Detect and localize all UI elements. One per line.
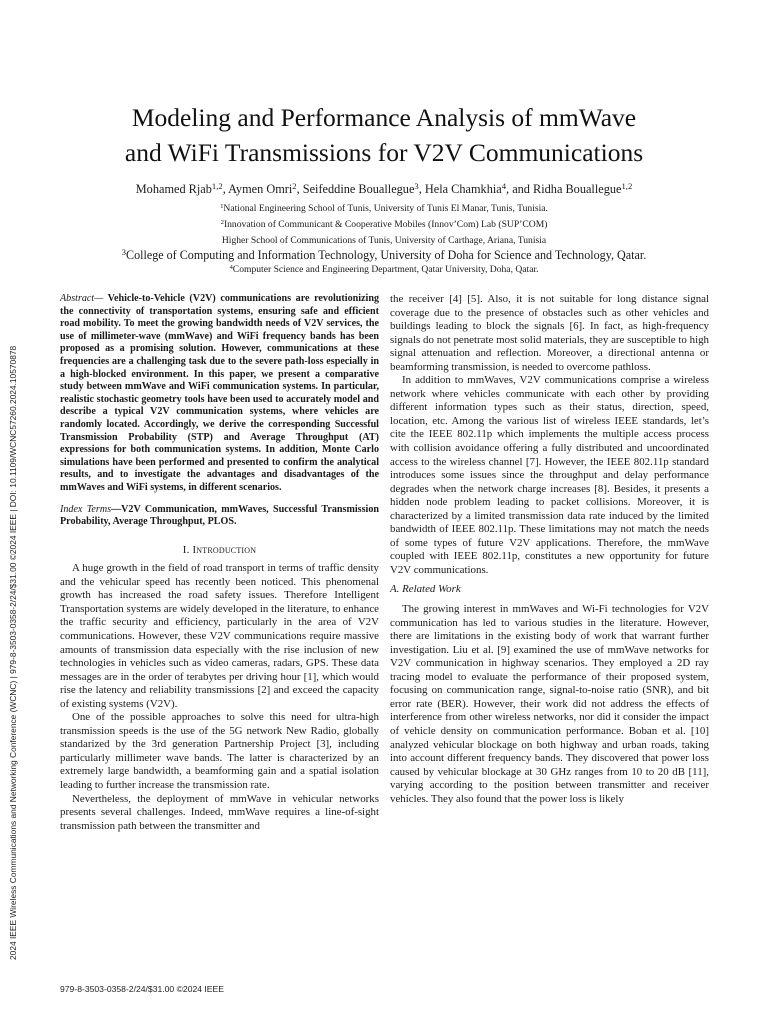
paragraph: The growing interest in mmWaves and Wi-Fi technologies for V2V communication has led to various studies in the literature. However, there are limitations in the existing body of work that warrant further investigation. Liu et al. [9] examined the use of mmWave networks for V2V communication in highway scenarios. They employed a 2D ray tracing model to evaluate the performance of their proposed system, focusing on communication range, signal-to-noise ratio (SNR), and bit error rate (BER). However, their work did not address the effects of interference from other wireless networks, nor did it consider the impact of vehicle density on communication performance. Boban et al. [10] analyzed vehicular blockage on both highway and urban roads, taking into account different frequency bands. They discovered that power loss caused by vehicular blockage at 30 GHz ranges from 10 to 20 dB [11], varying according to the position between transmitter and receiver vehicles. They also found that the power loss is likely — [390, 603, 709, 805]
abstract: Abstract— Vehicle-to-Vehicle (V2V) communications are revolutionizing the connectivity of transportation systems, ensuring safe and efficient road mobility. To meet the growing bandwidth needs of V2V services, the use of millimeter-wave (mmWave) and WiFi frequency bands has been proposed as a promising solution. However, communications at these frequencies are a challenging task due to the severe path-loss especially in a high-blocked environment. In this paper, we present a comparative study between mmWave and WiFi communication systems. In particular, realistic stochastic geometry tools have been used to accurately model and describe a typical V2V communication systems, where vehicles are randomly located. Accordingly, we derive the corresponding Successful Transmission Probability (STP) and Average Throughput (AT) expressions for both communication systems. In addition, Monte Carlo simulations have been performed and presented to confirm the analytical results, and to investigate the advantages and disadvantages of the mmWaves and WiFi systems, in different scenarios. — [60, 293, 379, 493]
section-heading-introduction: I. Introduction — [182, 543, 257, 556]
author: Hela Chamkhia$^4$, and — [424, 181, 534, 196]
author: Mohamed Rjab$^{1,2}$, — [135, 181, 229, 196]
affiliation-4: $^4$Computer Science and Engineering Department, Qatar University, Doha, Qatar. — [229, 263, 539, 275]
author: Aymen Omri$^2$, — [228, 181, 303, 196]
subsection-heading-related-work: A. Related Work — [390, 583, 461, 596]
affiliation-2-cont: Higher School of Communications of Tunis, University of Carthage, Ariana, Tunisia — [221, 235, 547, 246]
paragraph: A huge growth in the field of road transport in terms of traffic density and the vehicular speed has recently been noticed. This phenomenal growth has increased the road safety issues. Therefore Intelligent Transportation systems are widely developed in the literature, to enhance the traffic security and efficiency, particularly in the area of V2V communications. However, these V2V communications require massive amounts of transmission data especially with the rise inclusion of new technologies in vehicles such as video cameras, radars, GPS. These data messages are in the order of terabytes per driving hour [1], which would rise the latency and reliability transmissions [2] and exceed the capacity of existing systems (V2V). — [60, 562, 379, 710]
author-list — [40, 182, 728, 197]
paragraph: Nevertheless, the deployment of mmWave in vehicular networks presents several challenges. Indeed, mmWave requires a line-of-sight transmission path between the transmitter and — [60, 792, 379, 832]
affiliation-1: $^1$National Engineering School of Tunis, University of Tunis El Manar, Tunis, Tunisia. — [220, 202, 548, 214]
side-banner: 2024 IEEE Wireless Communications and Networking Conference (WCNC) | 979-8-3503-0358-2/24/$31.00 ©2024 IEEE | DOI: 10.1109/WCNC57260.2024.10570878 — [8, 345, 18, 960]
affiliation-3: $^3$College of Computing and Information Technology, University of Doha for Science and Technology, Qatar. — [121, 247, 647, 262]
index-terms: Index Terms—V2V Communication, mmWaves, Successful Transmission Probability, Average Throughput, PLOS. — [60, 503, 379, 528]
paper-title — [40, 100, 728, 170]
author: Ridha Bouallegue$^{1,2}$ — [533, 181, 633, 196]
affiliation-2: $^2$Innovation of Communicant & Cooperative Mobiles (Innov’Com) Lab (SUP’COM) — [220, 218, 548, 230]
paragraph: the receiver [4] [5]. Also, it is not suitable for long distance signal coverage due to the presence of obstacles such as other vehicles and buildings leading to block the signals [6]. In fact, as high-frequency signals do not penetrate most solid materials, they are susceptible to high signal attenuation and reflection. Moreover, a directional antenna or beamforming transmission, is needed to overcome pathloss. — [390, 293, 709, 373]
right-column — [390, 293, 709, 806]
copyright-footer: 979-8-3503-0358-2/24/$31.00 ©2024 IEEE — [60, 984, 225, 994]
author: Seifeddine Bouallegue$^3$, — [302, 181, 425, 196]
paragraph: One of the possible approaches to solve this need for ultra-high transmission speeds is the use of the 5G network New Radio, globally standarized by the 3rd generation Partnership Project [3], including particularly millimeter wave bands. The latter is characterized by an extremely large bandwidth, a beamforming gain and a spatial isolation leading to further increase the transmission rate. — [60, 711, 379, 791]
left-column — [60, 293, 379, 833]
paragraph: In addition to mmWaves, V2V communications comprise a wireless network where vehicles communicate with each other by providing different information types such as their status, direction, speed, location, etc. Among the various list of wireless IEEE standards, let’s cite the IEEE 802.11p which implements the multiple access process with collision avoidance offering a fully distributed and uncoordinated access to the wireless channel [7]. However, the IEEE 802.11p standard introduces some issues since the throughput and delay performance degrades when the network charge increases [8]. Besides, it presents a hidden node problem leading to packet collisions. Moreover, it is characterized by a limited transmission data rate induced by the limited bandwidth of IEEE 802.11p. These limitations may not match the needs of some types of future V2V applications. Therefore, the mmWave coupled with IEEE 802.11p, constitutes a new opportunity for future V2V communications. — [390, 374, 709, 576]
title-line-2: and WiFi Transmissions for V2V Communications — [124, 138, 644, 167]
title-line-1: Modeling and Performance Analysis of mmWave — [131, 103, 637, 132]
